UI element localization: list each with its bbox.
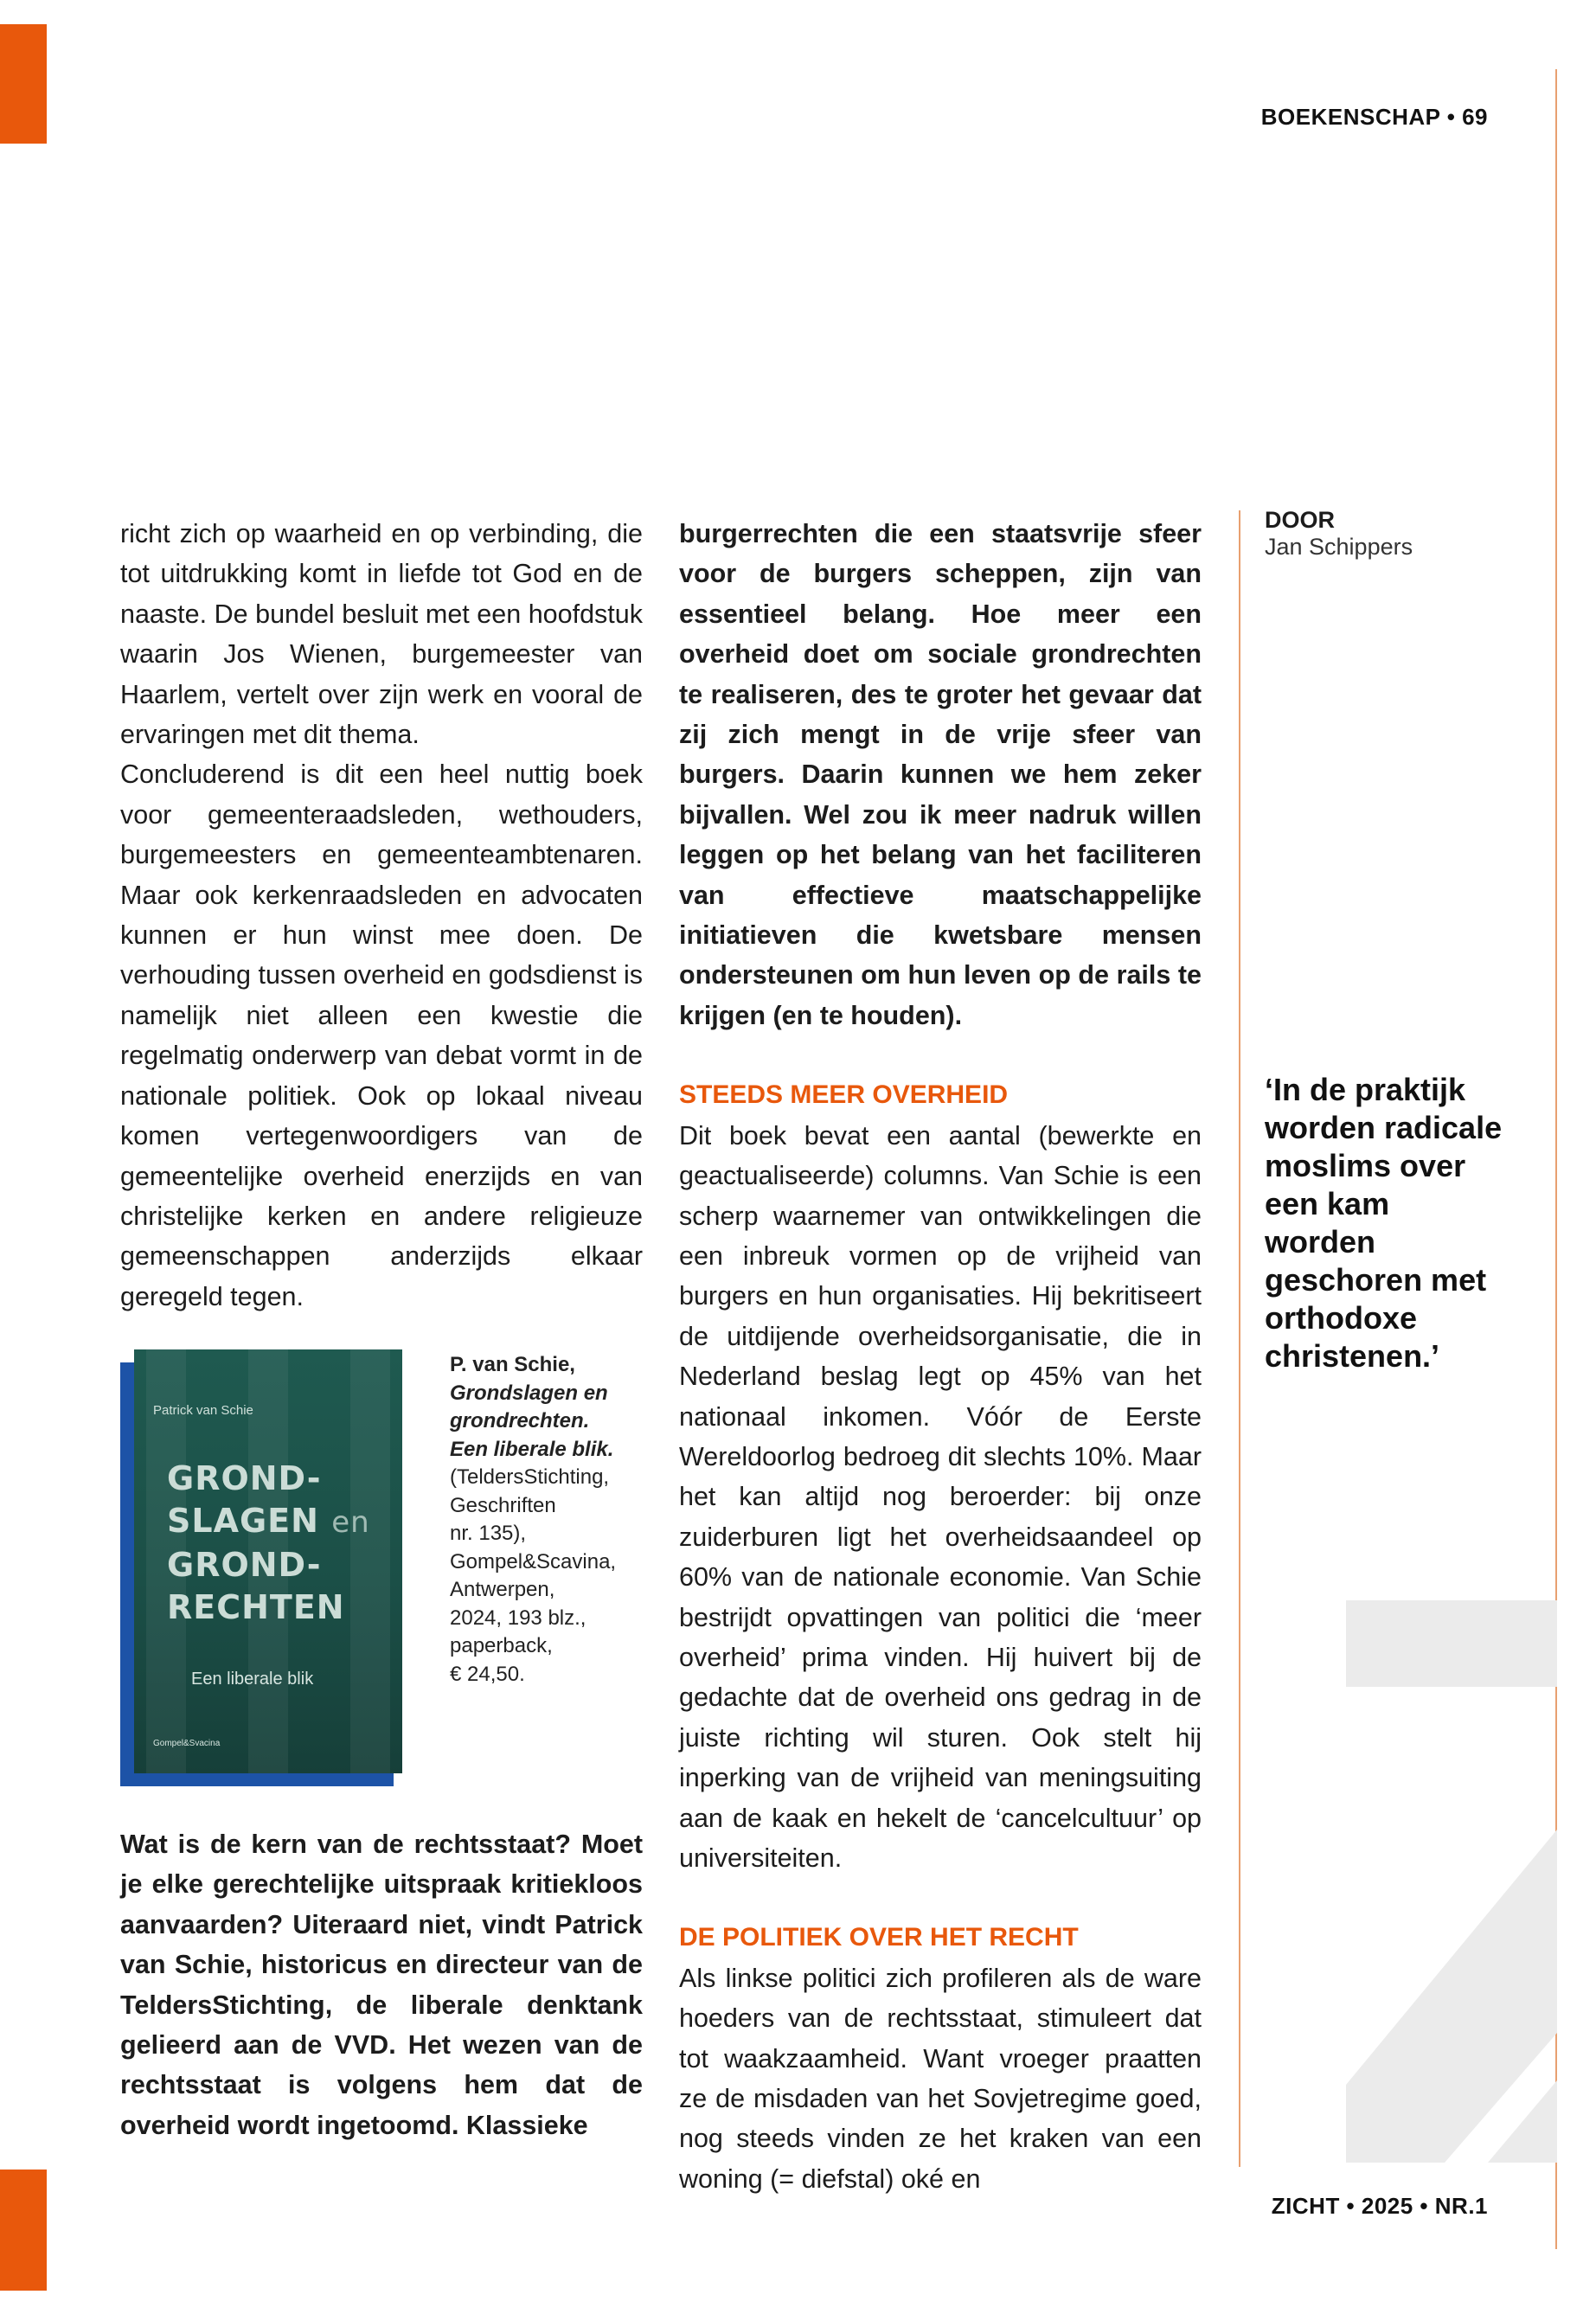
column-2-text [679,514,1202,2199]
byline [1265,507,1542,561]
top-accent-bar [0,24,47,144]
book-cover [134,1349,402,1773]
paragraph: Dit boek bevat een aantal (bewerkte en geactualiseerde) columns. Van Schie is een scherp waarnemer van ontwikkelingen die een inbreuk vormen op de vrijheid van burgers en hun organisaties. Hij bekritiseert de uitdijende overheidsorganisatie, die in Nederland beslag legt op 45% van het nationaal inkomen. Vóór de Eerste Wereldoorlog bedroeg dit slechts 10%. Maar het kan altijd nog beroerder: bij onze zuiderburen ligt het overheidsaandeel op 60% van de nationale economie. Van Schie bestrijdt opvattingen van politici die ‘meer overheid’ prima vinden. Hij huivert bij de gedachte dat de overheid ons gedrag in de juiste richting wil sturen. Ook stelt hij inperking van de vrijheid van meningsuiting aan de kaak en hekelt de ‘cancelcultuur’ op universiteiten. [679,1120,1202,1873]
running-header: BOEKENSCHAP • 69 [1260,104,1488,130]
intro-continuation: burgerrechten die een staatsvrije sfeer voor de burgers scheppen, zijn van essentieel belang. Hoe meer een overheid doet om sociale grondrechten te realiseren, des te groter het gevaar dat zij zich mengt in de vrije sfeer van burgers. Daarin kunnen we hem zeker bijvallen. Wel zou ik meer nadruk willen leggen op het belang van het faciliteren van effectieve maatschappelijke initiatieven die kwetsbare mensen ondersteunen om hun leven op de rails te krijgen (en te houden). [679,519,1202,1030]
section-heading: STEEDS MEER OVERHEID [679,1080,1009,1110]
bottom-accent-bar [0,2170,47,2291]
paragraph: richt zich op waarheid en op verbinding, die tot uitdrukking komt in liefde tot God en de naaste. De bundel besluit met een hoofdstuk waarin Jos Wienen, burgemeester van Haarlem, vertelt over zijn werk en vooral de ervaringen met dit thema. [120,519,643,750]
running-footer: ZICHT • 2025 • NR.1 [1271,2193,1488,2219]
intro-text: Wat is de kern van de rechtsstaat? Moet je elke gerechtelijke uitspraak kritiekloos aanvaarden? Uiteraard niet, vindt Patrick van Schie, historicus en directeur van de TeldersStichting, de liberale denktank gelieerd aan de VVD. Het wezen van de rechtsstaat is volgens hem dat de overheid wordt ingetoomd. Klassieke [120,1830,643,2140]
paragraph: Als linkse politici zich profileren als de ware hoeders van de rechtsstaat, stimuleert dat tot waakzaamheid. Want vroeger praatten ze de misdaden van het Sovjetregime goed, nog steeds vinden ze het kraken van een woning (= diefstal) oké en [679,1963,1202,2194]
book-caption: P. van Schie, Grondslagen en grondrechten. Een liberale blik. (TeldersStichting, Geschriften nr. 135), Gompel&Scavina, Antwerpen, 2024, 193 blz., paperback, € 24,50. [450,1353,617,1686]
decorative-grey-shape [1341,1600,1557,2163]
pull-quote: ‘In de praktijk worden radicale moslims over een kam worden geschoren met orthodoxe christenen.’ [1265,1072,1503,1374]
column-1-text [120,514,643,1317]
section-heading: DE POLITIEK OVER HET RECHT [679,1923,1079,1952]
paragraph: Concluderend is dit een heel nuttig boek voor gemeenteraadsleden, wethouders, burgemeesters en gemeenteambtenaren. Maar ook kerkenraadsleden en advocaten kunnen er hun winst mee doen. De verhouding tussen overheid en godsdienst is namelijk niet alleen een kwestie die regelmatig onderwerp van debat vormt in de nationale politiek. Ook op lokaal niveau komen vertegenwoordigers van de gemeentelijke overheid enerzijds en van christelijke kerken en andere religieuze gemeenschappen anderzijds elkaar geregeld tegen. [120,760,643,1311]
column-divider-rule [1239,510,1240,2167]
cover-author: Patrick van Schie [153,1403,253,1418]
cover-subtitle: Een liberale blik [191,1670,314,1689]
cover-title: GROND- SLAGEN en GROND- RECHTEN [167,1459,370,1626]
cover-publisher: Gompel&Svacina [153,1739,221,1748]
byline-label: DOOR [1265,507,1335,533]
author-name: Jan Schippers [1265,534,1413,560]
